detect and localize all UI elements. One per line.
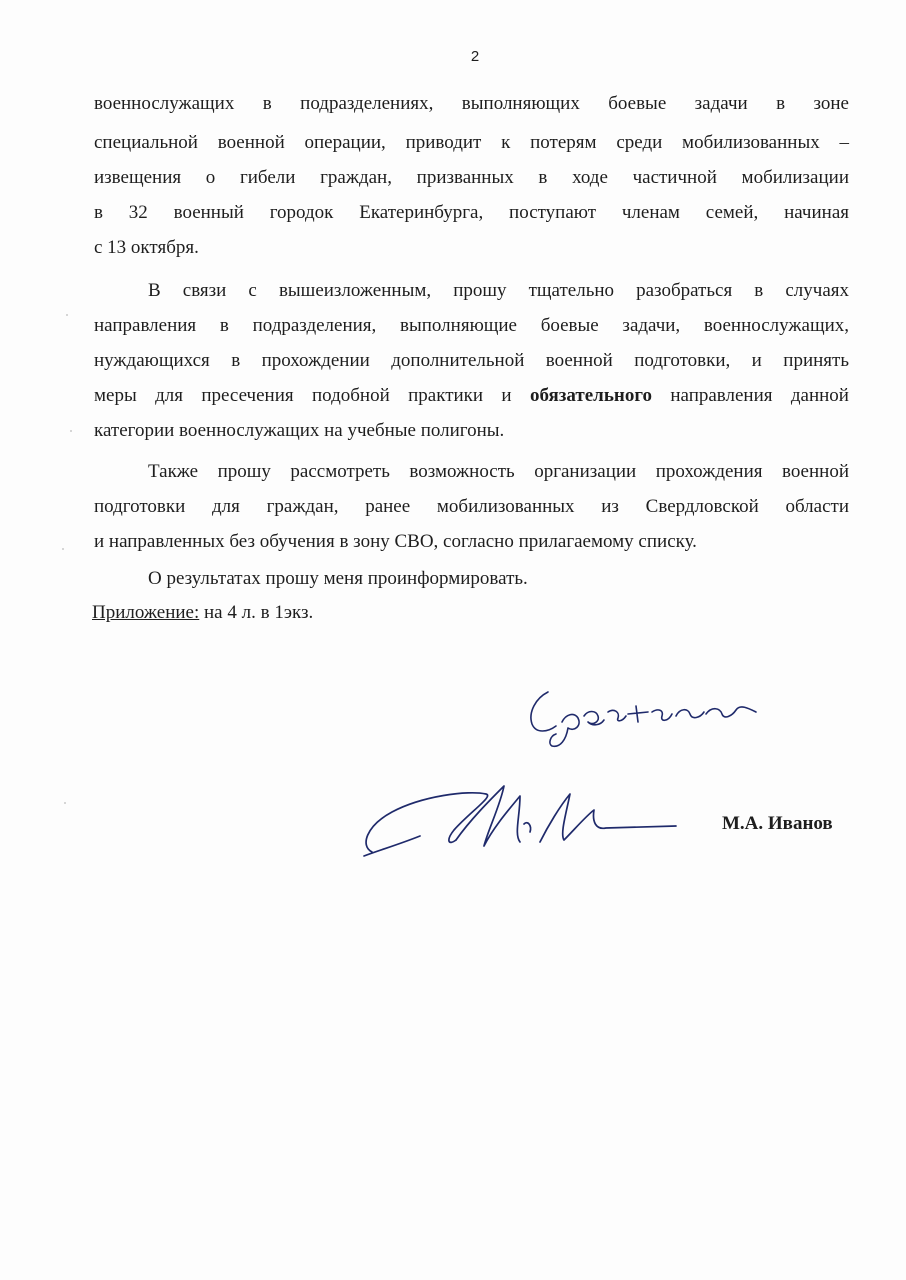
attachment-text: на 4 л. в 1экз. (199, 602, 314, 623)
paragraph-1-line-1: военнослужащих в подразделениях, выполняющих боевые задачи в зоне (94, 93, 849, 114)
paragraph-4: О результатах прошу меня проинформировать. (148, 568, 528, 589)
paragraph-1-line-3: извещения о гибели граждан, призванных в ходе частичной мобилизации (94, 167, 849, 188)
paragraph-1-line-5: с 13 октября. (94, 237, 199, 258)
paragraph-1-line-2: специальной военной операции, приводит к потерям среди мобилизованных – (94, 132, 849, 153)
paragraph-2-line-3: нуждающихся в прохождении дополнительной военной подготовки, и принять (94, 350, 849, 371)
paragraph-3-line-2: подготовки для граждан, ранее мобилизованных из Свердловской области (94, 496, 849, 517)
paragraph-2-line-4 (94, 384, 849, 408)
paragraph-2-line-1: В связи с вышеизложенным, прошу тщательно разобраться в случаях (148, 280, 849, 301)
attachment-label: Приложение: (92, 602, 200, 623)
attachment-line (92, 601, 847, 625)
paragraph-2-line-4-end: направления данной (651, 385, 849, 406)
paragraph-3-line-1: Также прошу рассмотреть возможность организации прохождения военной (148, 461, 849, 482)
emphasis-mandatory: обязательного (529, 385, 652, 406)
paragraph-2-line-5: категории военнослужащих на учебные полигоны. (94, 420, 505, 441)
scan-speck (70, 430, 72, 432)
paragraph-3-line-3: и направленных без обучения в зону СВО, согласно прилагаемому списку. (94, 531, 697, 552)
signer-name: М.А. Иванов (722, 813, 833, 834)
paragraph-2-line-4-start: меры для пресечения подобной практики и (94, 385, 530, 406)
scan-speck (66, 314, 68, 316)
scan-speck (62, 548, 64, 550)
paragraph-1-line-4: в 32 военный городок Екатеринбурга, поступают членам семей, начиная (94, 202, 849, 223)
page-number: 2 (470, 48, 480, 65)
scan-speck (64, 802, 66, 804)
paragraph-2-line-2: направления в подразделения, выполняющие боевые задачи, военнослужащих, (94, 315, 849, 336)
